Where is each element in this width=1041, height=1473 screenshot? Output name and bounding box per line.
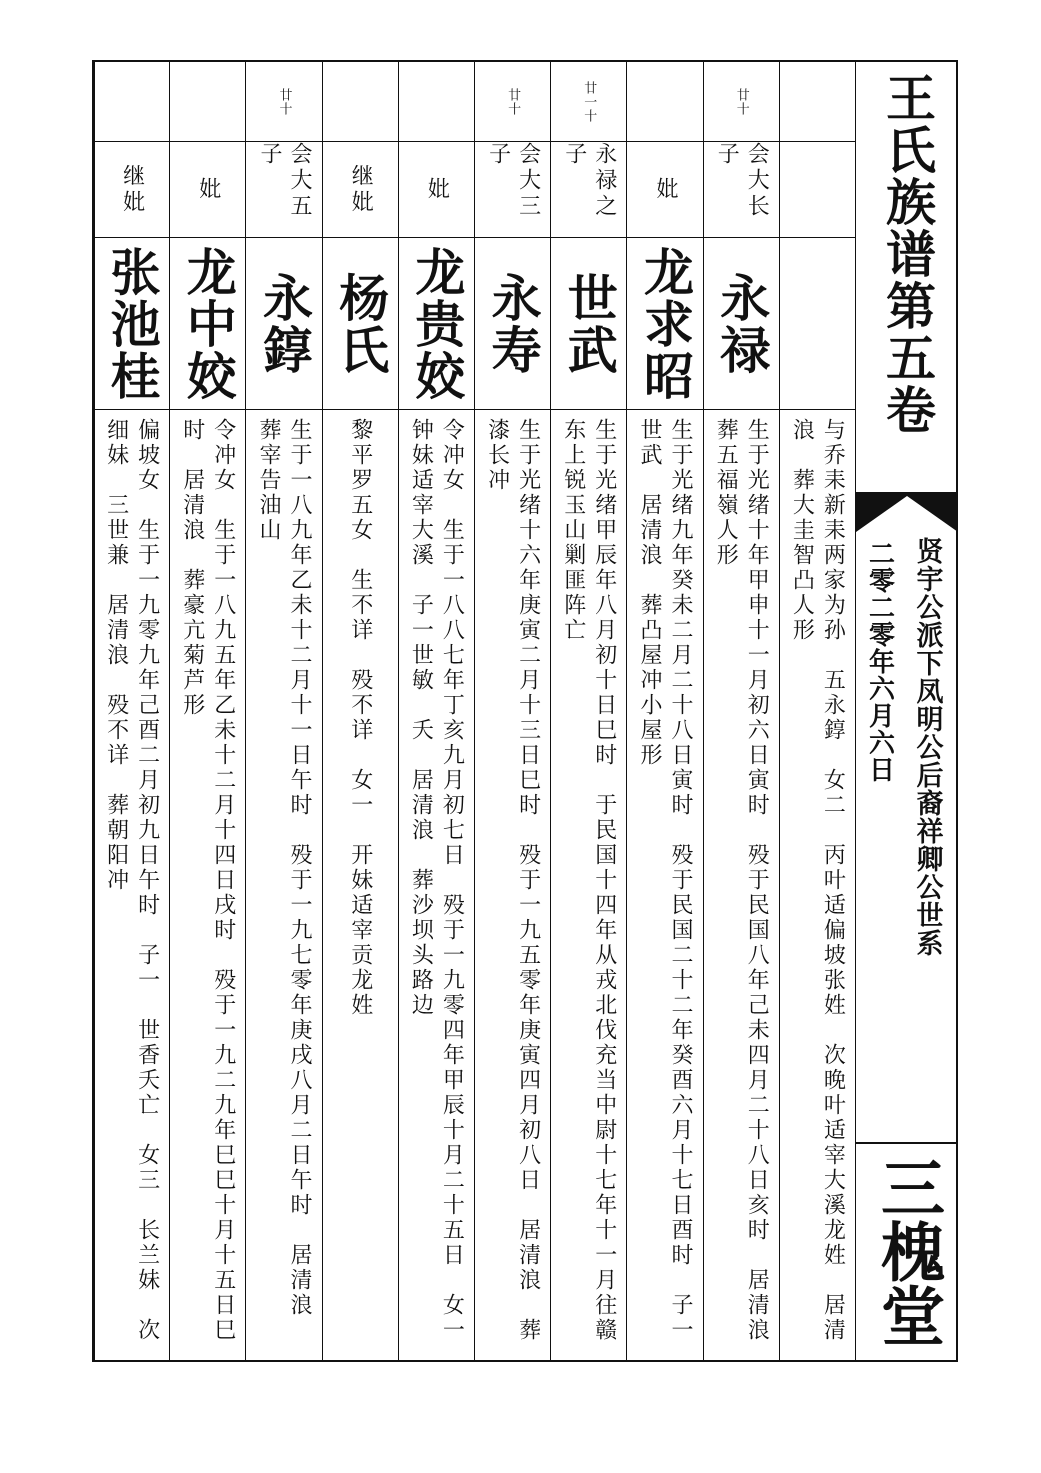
relation-label: 继妣 <box>119 163 145 216</box>
person-detail: 生于光绪十年甲申十一月初六日寅时 殁于民国八年己未四月二十八日亥时 居清浪 葬五福嶺人形 <box>713 418 770 1368</box>
person-name-cell <box>399 238 474 410</box>
entry-column <box>94 62 170 1360</box>
person-name-cell <box>170 238 245 410</box>
person-name: 龙求昭 <box>635 245 694 402</box>
person-detail: 与乔耒新耒两家为孙 五永錞 女二 丙叶适偏坡张姓 次晚叶适宰大溪龙姓 居清浪 葬大圭智凸人形 <box>789 418 846 1343</box>
generation-label: 廿一十 <box>581 80 597 123</box>
person-detail-cell <box>94 410 169 1360</box>
generation-label-cell <box>399 62 474 142</box>
person-detail-cell <box>323 410 398 1360</box>
relation-label: 会大三子 <box>485 142 541 220</box>
person-name: 龙贵姣 <box>407 245 466 402</box>
relation-label-cell <box>704 142 779 238</box>
entry-column <box>170 62 246 1360</box>
person-detail: 生于光绪十六年庚寅二月十三日巳时 殁于一九五零年庚寅四月初八日 居清浪 葬漆长冲 <box>484 418 541 1343</box>
person-name: 龙中姣 <box>178 245 237 402</box>
lineage-subtitle <box>902 537 952 1097</box>
relation-label: 妣 <box>424 176 450 203</box>
generation-label-cell <box>170 62 245 142</box>
relation-label-cell <box>399 142 474 238</box>
hall-name-text: 三槐堂 <box>870 1155 944 1347</box>
generation-label: 廿十 <box>733 87 749 116</box>
relation-label: 继妣 <box>348 163 374 216</box>
generation-label-cell <box>94 62 169 142</box>
person-detail-cell <box>704 410 779 1368</box>
person-detail-cell <box>246 410 321 1360</box>
person-detail-cell <box>551 410 626 1360</box>
generation-label: 廿十 <box>276 87 292 116</box>
relation-label: 永禄之子 <box>561 142 617 220</box>
person-name-cell <box>475 238 550 410</box>
person-detail-cell <box>399 410 474 1360</box>
entry-column <box>704 62 780 1368</box>
person-name-cell <box>94 238 169 410</box>
generation-label-cell <box>551 62 626 142</box>
person-detail: 生于光绪甲辰年八月初十日巳时 于民国十四年从戎北伐充当中尉十七年十一月往赣东上锐玉山剿匪阵亡 <box>560 418 617 1343</box>
generation-label-cell <box>475 62 550 142</box>
generation-label-cell <box>246 62 321 142</box>
person-name: 世武 <box>559 271 618 376</box>
person-name-cell <box>627 238 702 410</box>
entry-column <box>475 62 551 1360</box>
book-title <box>856 62 958 482</box>
person-detail: 令冲女 生于一八八七年丁亥九月初七日 殁于一九零四年甲辰十月二十五日 女一钟妹适宰大溪 子一世敏 夭 居清浪 葬沙坝头路边 <box>408 418 465 1343</box>
person-name: 杨氏 <box>331 271 390 376</box>
generation-label-cell <box>627 62 702 142</box>
generation-label-cell <box>780 62 855 142</box>
entry-column <box>627 62 703 1368</box>
person-detail: 令冲女 生于一八九五年乙未十二月十四日戌时 殁于一九二九年巳巳十月十五日巳时 居清浪 葬豪亢菊芦形 <box>179 418 236 1343</box>
person-name: 永錞 <box>254 271 313 376</box>
person-detail-cell <box>170 410 245 1360</box>
person-name-cell <box>551 238 626 410</box>
person-detail: 生于一八九年乙未十二月十一日午时 殁于一九七零年庚戌八月二日午时 居清浪 葬宰告油山 <box>255 418 312 1343</box>
relation-label-cell <box>780 142 855 238</box>
relation-label-cell <box>246 142 321 238</box>
hall-name <box>856 1144 958 1358</box>
relation-label-cell <box>551 142 626 238</box>
generation-label-cell <box>323 62 398 142</box>
person-name: 永寿 <box>483 271 542 376</box>
lineage-subtitle-text: 贤宇公派下凤明公后裔祥卿公世系 <box>911 537 943 957</box>
person-detail: 生于光绪九年癸未二月二十八日寅时 殁于民国二十二年癸酉六月十七日酉时 子一 世武 居清浪 葬凸屋冲小屋形 <box>636 418 693 1368</box>
relation-label-cell <box>170 142 245 238</box>
banner-arrow-icon <box>856 492 958 532</box>
relation-label: 妣 <box>195 176 221 203</box>
genealogy-page-frame <box>92 60 958 1368</box>
person-name-cell <box>246 238 321 410</box>
relation-label: 会大长子 <box>714 142 770 220</box>
person-detail-cell <box>627 410 702 1368</box>
title-panel <box>856 62 958 1360</box>
compile-date <box>858 540 902 940</box>
relation-label-cell <box>94 142 169 238</box>
relation-label: 妣 <box>652 176 678 203</box>
entry-column <box>780 62 856 1360</box>
generation-label-cell <box>704 62 779 142</box>
compile-date-text: 二零二零年六月六日 <box>864 540 895 783</box>
entry-column <box>323 62 399 1360</box>
entry-column <box>551 62 627 1360</box>
person-name-cell <box>323 238 398 410</box>
relation-label: 会大五子 <box>256 142 312 220</box>
person-name: 永禄 <box>712 271 771 376</box>
left-border <box>94 62 95 1360</box>
person-detail-cell <box>475 410 550 1360</box>
person-name-cell <box>704 238 779 410</box>
relation-label-cell <box>323 142 398 238</box>
entry-column <box>399 62 475 1360</box>
person-name-cell <box>780 238 855 410</box>
relation-label-cell <box>475 142 550 238</box>
person-detail: 偏坡女 生于一九零九年己酉二月初九日午时 子一 世香夭亡 女三 长兰妹 次细妹 三世兼 居清浪 殁不详 葬朝阳冲 <box>103 418 160 1343</box>
entry-column <box>246 62 322 1360</box>
book-title-text: 王氏族谱第五卷 <box>878 72 936 436</box>
person-name: 张池桂 <box>102 245 161 402</box>
person-detail: 黎平罗五女 生不详 殁不详 女一 开妹适宰贡龙姓 <box>347 418 373 1018</box>
generation-label: 廿十 <box>505 87 521 116</box>
person-detail-cell <box>780 410 855 1360</box>
relation-label-cell <box>627 142 702 238</box>
